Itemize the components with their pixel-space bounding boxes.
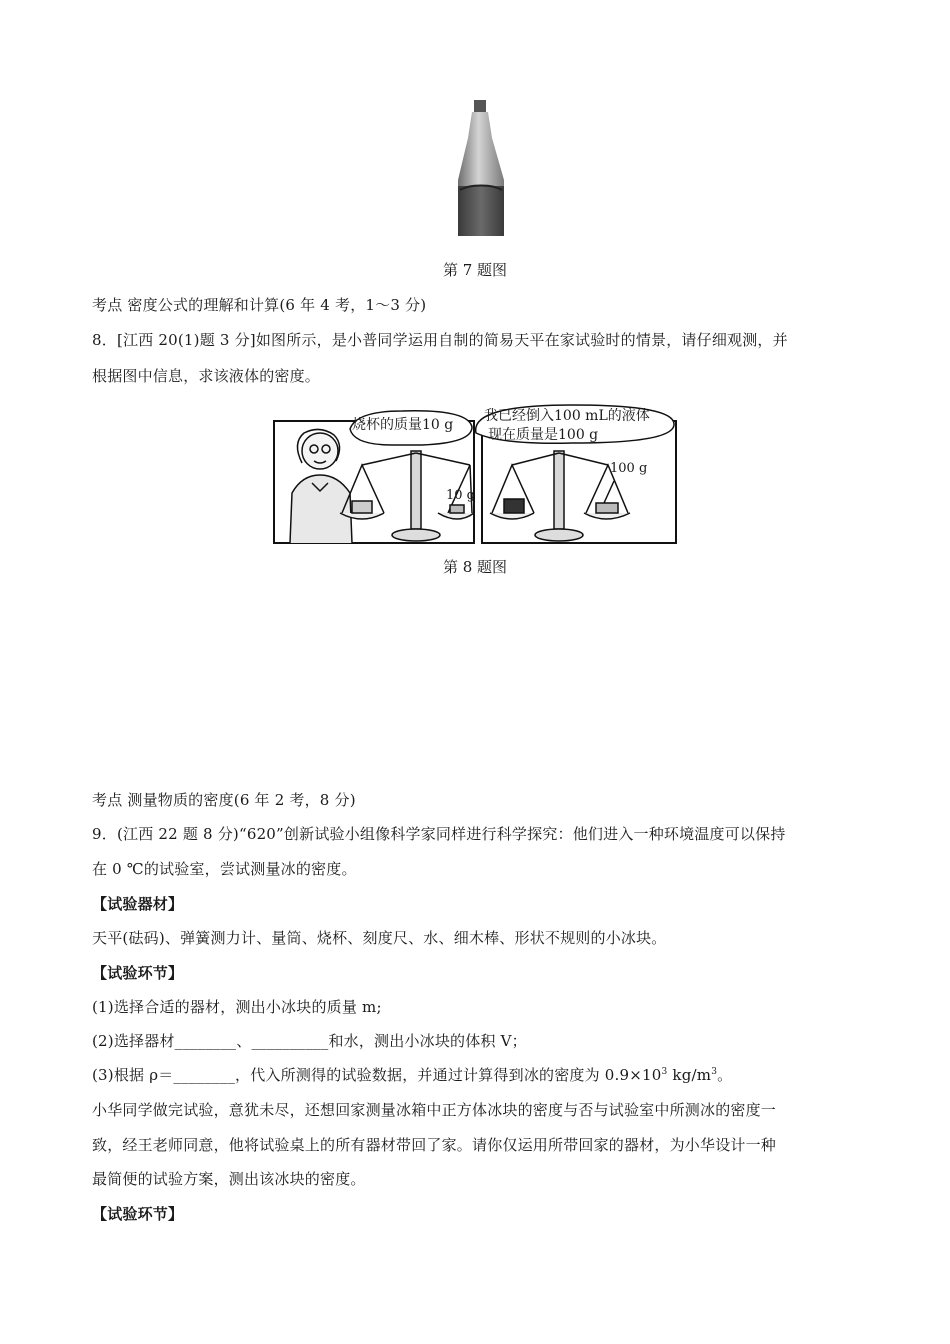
speech-bubble-right-line-1: 我已经倒入100 mL的液体 [484, 408, 650, 424]
step-3-unit: kg/m [667, 1066, 712, 1084]
paragraph-line-2: 致，经王老师同意，他将试验桌上的所有器材带回了家。请你仅运用所带回家的器材，为小华设计一种 [92, 1136, 777, 1154]
speech-bubble-right-line-2: 现在质量是100 g [488, 427, 599, 443]
question-8-line-2: 根据图中信息，求该液体的密度。 [92, 367, 321, 385]
speech-bubble-left: 烧杯的质量10 g [352, 417, 454, 433]
figure-7-caption: 第 7 题图 [442, 261, 508, 279]
paragraph-line-1: 小华同学做完试验，意犹未尽，还想回家测量冰箱中正方体冰块的密度与否与试验室中所测冰的密度一 [92, 1101, 777, 1119]
question-9-line-2: 在 0 ℃的试验室，尝试测量冰的密度。 [92, 860, 357, 878]
step-3-end: 。 [717, 1066, 733, 1084]
step-3-text: (3)根据 ρ＝________，代入所测得的试验数据，并通过计算得到冰的密度为 0.9×10 [92, 1066, 662, 1084]
section-heading-density-formula: 考点 密度公式的理解和计算(6 年 4 考，1～3 分) [92, 296, 427, 314]
label-equipment: 【试验器材】 [92, 895, 184, 913]
equipment-list: 天平(砝码)、弹簧测力计、量筒、烧杯、刻度尺、水、细木棒、形状不规则的小冰块。 [92, 929, 667, 947]
scientist-illustration [290, 429, 352, 543]
step-1: (1)选择合适的器材，测出小冰块的质量 m; [92, 998, 382, 1016]
question-9-line-1: 9．(江西 22 题 8 分)“620”创新试验小组像科学家同样进行科学探究：他们进入一种环境温度可以保持 [92, 825, 786, 843]
label-steps: 【试验环节】 [92, 964, 184, 982]
step-3 [92, 1064, 732, 1085]
paragraph-line-3: 最简便的试验方案，测出该冰块的密度。 [92, 1170, 366, 1188]
step-3-unit-exponent: 3 [711, 1067, 718, 1077]
weight-label-left: 10 g [446, 488, 475, 503]
question-8-line-1: 8．[江西 20(1)题 3 分]如图所示，是小普同学运用自制的简易天平在家试验时的情景，请仔细观测，并 [92, 331, 788, 349]
step-3-exponent: 3 [661, 1067, 668, 1077]
section-heading-measure-density: 考点 测量物质的密度(6 年 2 考，8 分) [92, 791, 356, 809]
bottle-figure [448, 98, 514, 244]
label-steps-2: 【试验环节】 [92, 1205, 184, 1223]
figure-8-caption: 第 8 题图 [442, 558, 508, 576]
step-2: (2)选择器材________、__________和水，测出小冰块的体积 V； [92, 1032, 527, 1050]
weight-label-right: 100 g [610, 461, 648, 476]
